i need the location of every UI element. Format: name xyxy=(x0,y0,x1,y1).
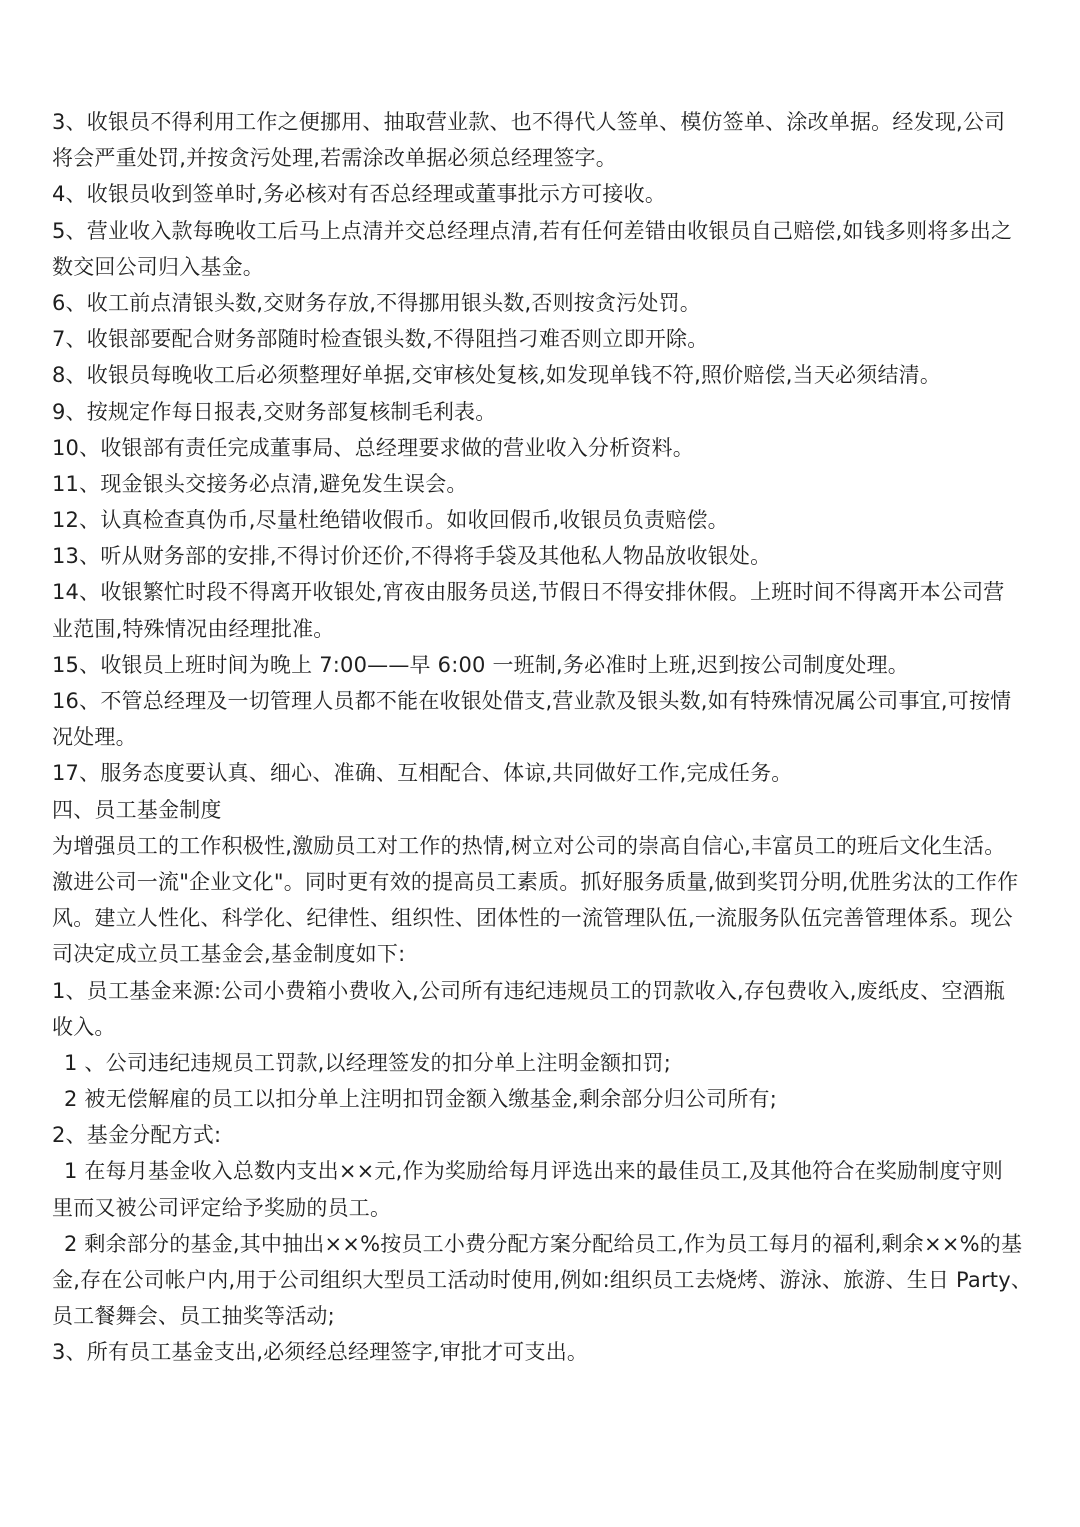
text-line: 8、收银员每晚收工后必须整理好单据,交审核处复核,如发现单钱不符,照价赔偿,当天必须结清。 xyxy=(52,363,942,388)
fund-source-item-2 xyxy=(52,1081,1034,1117)
text-line: 1、员工基金来源:公司小费箱小费收入,公司所有违纪违规员工的罚款收入,存包费收入,废纸皮、空酒瓶 xyxy=(52,978,1006,1003)
rule-6 xyxy=(52,285,1034,321)
text-line: 况处理。 xyxy=(52,725,137,750)
text-line: 收入。 xyxy=(52,1014,116,1039)
text-line: 2 被无偿解雇的员工以扣分单上注明扣罚金额入缴基金,剩余部分归公司所有; xyxy=(64,1087,777,1112)
text-line: 数交回公司归入基金。 xyxy=(52,254,264,279)
rule-10 xyxy=(52,430,1034,466)
fund-distribution xyxy=(52,1117,1034,1153)
fund-distribution-item-1 xyxy=(52,1153,1034,1225)
text-line: 13、听从财务部的安排,不得讨价还价,不得将手袋及其他私人物品放收银处。 xyxy=(52,544,772,569)
rule-17 xyxy=(52,755,1034,791)
text-line: 3、收银员不得利用工作之便挪用、抽取营业款、也不得代人签单、模仿签单、涂改单据。经发现,公司 xyxy=(52,110,1006,134)
rule-11 xyxy=(52,466,1034,502)
text-line: 10、收银部有责任完成董事局、总经理要求做的营业收入分析资料。 xyxy=(52,435,694,460)
text-line: 9、按规定作每日报表,交财务部复核制毛利表。 xyxy=(52,399,497,424)
text-line: 6、收工前点清银头数,交财务存放,不得挪用银头数,否则按贪污处罚。 xyxy=(52,290,701,315)
text-line: 15、收银员上班时间为晚上 7:00——早 6:00 一班制,务必准时上班,迟到按公司制度处理。 xyxy=(52,652,910,677)
rule-7 xyxy=(52,321,1034,357)
rule-15 xyxy=(52,647,1034,683)
rule-5 xyxy=(52,213,1034,285)
rule-14 xyxy=(52,574,1034,646)
rule-3 xyxy=(52,104,1034,176)
section-heading xyxy=(52,792,1034,828)
rule-8 xyxy=(52,357,1034,393)
rule-9 xyxy=(52,394,1034,430)
text-line: 激进公司一流"企业文化"。同时更有效的提高员工素质。抓好服务质量,做到奖罚分明,优胜劣汰的工作作 xyxy=(52,869,1019,894)
text-line: 17、服务态度要认真、细心、准确、互相配合、体谅,共同做好工作,完成任务。 xyxy=(52,761,793,786)
fund-source-item-1 xyxy=(52,1045,1034,1081)
rule-13 xyxy=(52,538,1034,574)
text-line: 1 在每月基金收入总数内支出××元,作为奖励给每月评选出来的最佳员工,及其他符合在奖励制度守则 xyxy=(64,1159,1003,1184)
text-line: 14、收银繁忙时段不得离开收银处,宵夜由服务员送,节假日不得安排休假。上班时间不得离开本公司营 xyxy=(52,580,1005,605)
text-line: 员工餐舞会、员工抽奖等活动; xyxy=(52,1304,335,1329)
text-line: 司决定成立员工基金会,基金制度如下: xyxy=(52,942,406,967)
rule-12 xyxy=(52,502,1034,538)
text-line: 四、员工基金制度 xyxy=(52,797,222,822)
fund-approval xyxy=(52,1334,1034,1370)
text-line: 16、不管总经理及一切管理人员都不能在收银处借支,营业款及银头数,如有特殊情况属公司事宜,可按情 xyxy=(52,689,1012,713)
text-line: 2、基金分配方式: xyxy=(52,1123,222,1148)
text-line: 3、所有员工基金支出,必须经总经理签字,审批才可支出。 xyxy=(52,1340,589,1365)
text-line: 里而又被公司评定给予奖励的员工。 xyxy=(52,1195,392,1220)
rule-4 xyxy=(52,176,1034,212)
fund-intro xyxy=(52,828,1034,973)
text-line: 2 剩余部分的基金,其中抽出××%按员工小费分配方案分配给员工,作为员工每月的福利,剩余××%的基 xyxy=(64,1231,1023,1256)
text-line: 为增强员工的工作积极性,激励员工对工作的热情,树立对公司的崇高自信心,丰富员工的班后文化生活。 xyxy=(52,833,1006,858)
text-line: 7、收银部要配合财务部随时检查银头数,不得阻挡刁难否则立即开除。 xyxy=(52,327,709,352)
text-line: 将会严重处罚,并按贪污处理,若需涂改单据必须总经理签字。 xyxy=(52,146,617,171)
text-line: 风。建立人性化、科学化、纪律性、组织性、团体性的一流管理队伍,一流服务队伍完善管理体系。现公 xyxy=(52,906,1013,931)
fund-source xyxy=(52,973,1034,1045)
text-line: 4、收银员收到签单时,务必核对有否总经理或董事批示方可接收。 xyxy=(52,182,667,207)
text-line: 1 、公司违纪违规员工罚款,以经理签发的扣分单上注明金额扣罚; xyxy=(64,1050,671,1075)
text-line: 11、现金银头交接务必点清,避免发生误会。 xyxy=(52,471,468,496)
text-line: 5、营业收入款每晚收工后马上点清并交总经理点清,若有任何差错由收银员自己赔偿,如钱多则将多出之 xyxy=(52,218,1013,243)
text-line: 金,存在公司帐户内,用于公司组织大型员工活动时使用,例如:组织员工去烧烤、游泳、旅游、生日 Party、 xyxy=(52,1268,1033,1292)
fund-distribution-item-2 xyxy=(52,1226,1034,1335)
document-page xyxy=(52,104,1034,1371)
rule-16 xyxy=(52,683,1034,755)
text-line: 12、认真检查真伪币,尽量杜绝错收假币。如收回假币,收银员负责赔偿。 xyxy=(52,508,729,533)
text-line: 业范围,特殊情况由经理批准。 xyxy=(52,616,335,641)
